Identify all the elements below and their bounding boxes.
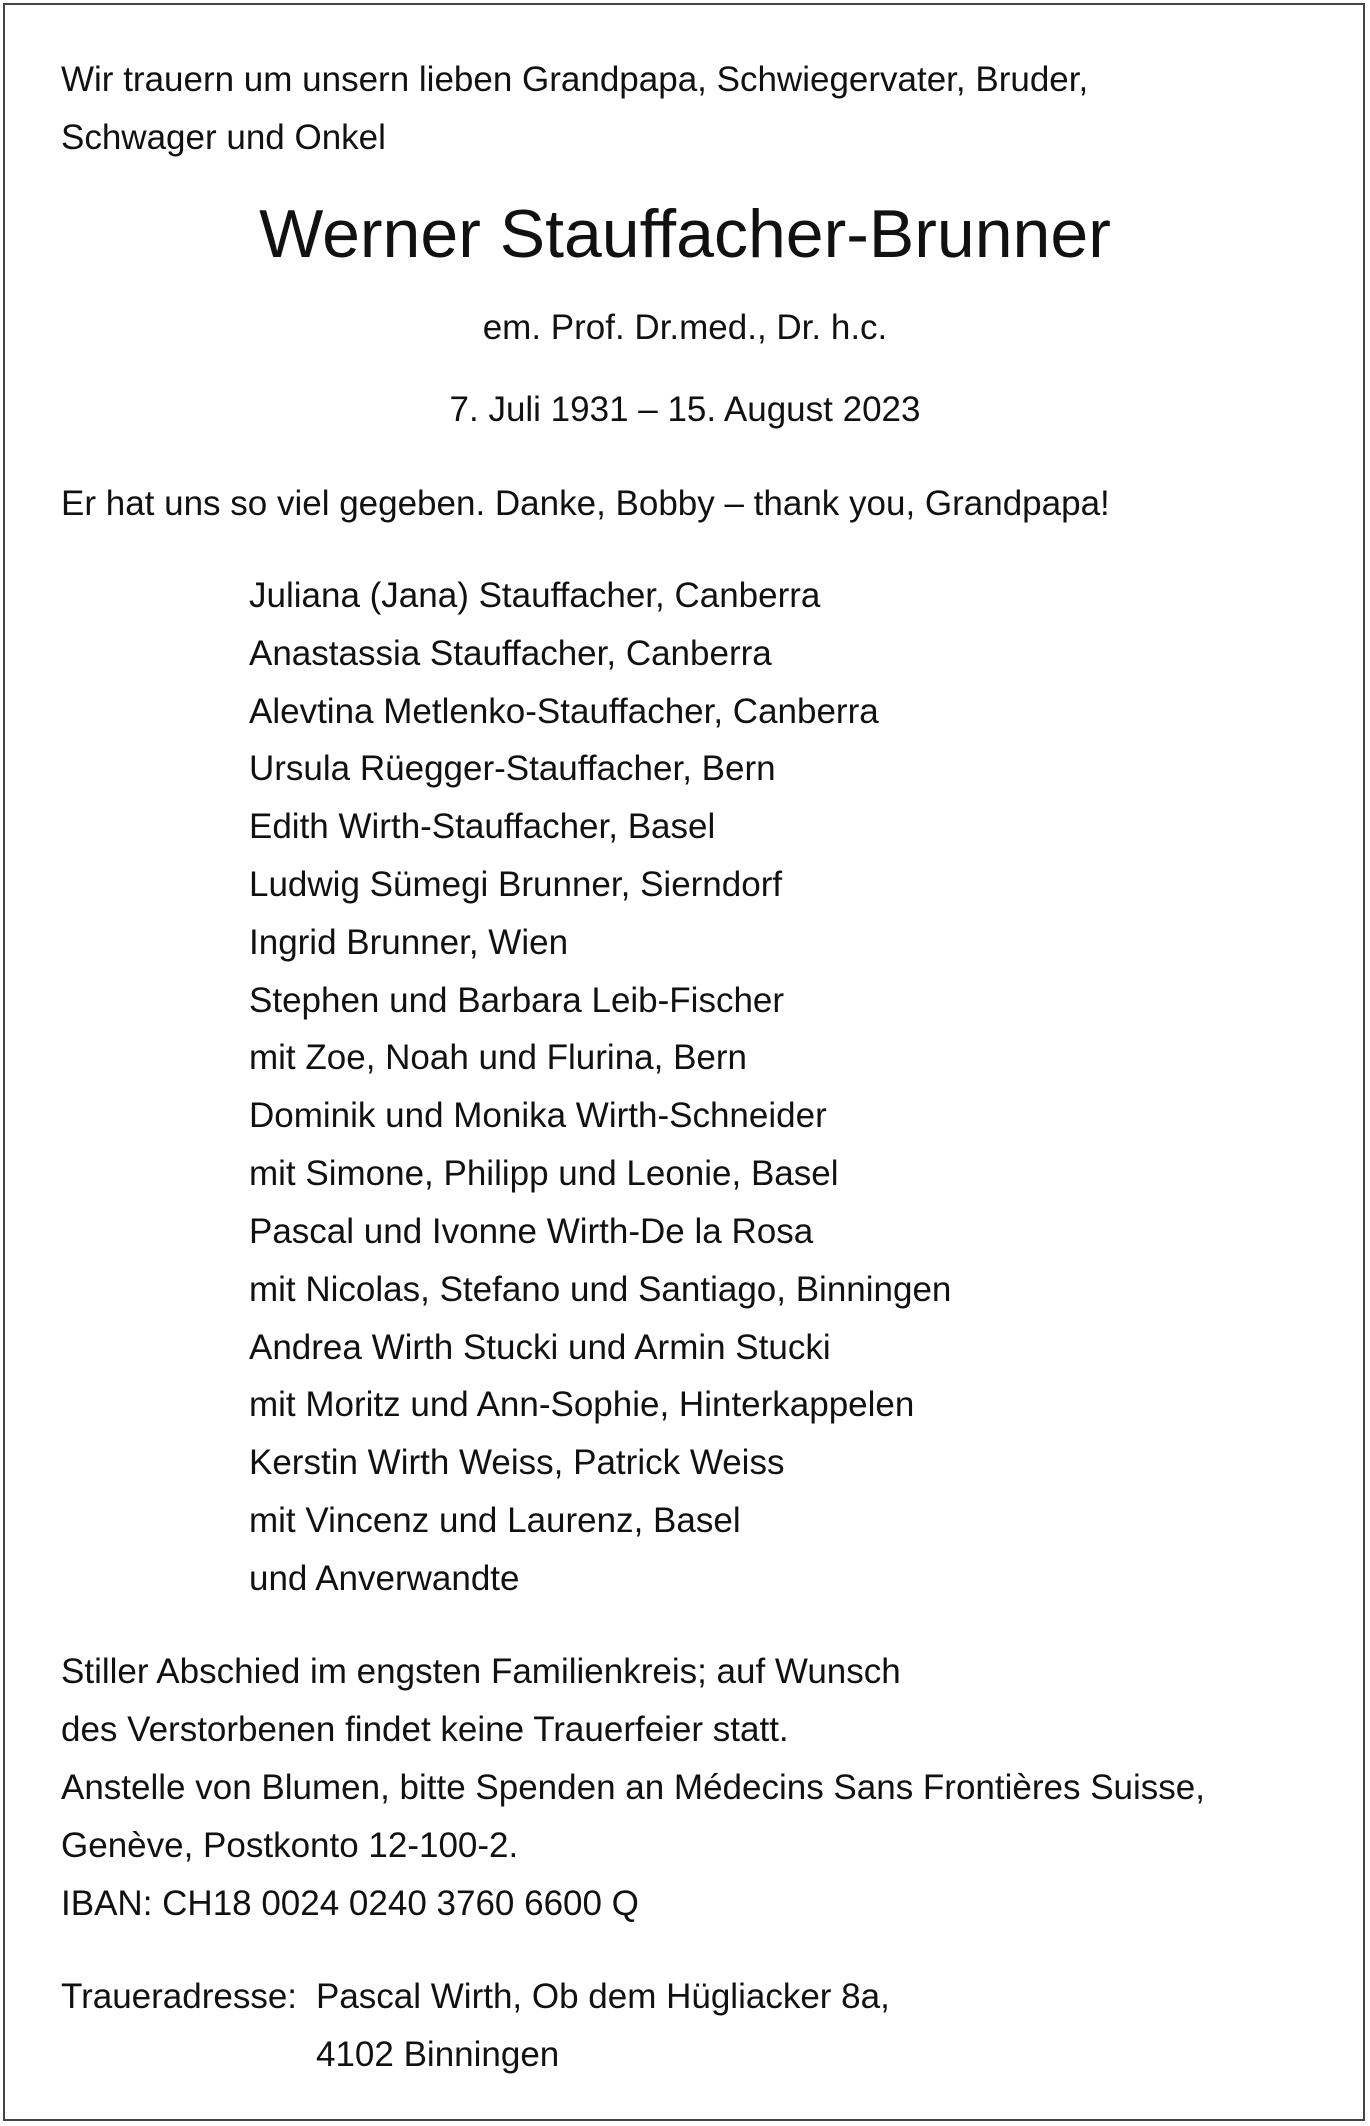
deceased-name: Werner Stauffacher-Brunner: [259, 196, 1111, 272]
mourner-line: mit Zoe, Noah und Flurina, Bern: [249, 1038, 748, 1077]
mourner-line: Juliana (Jana) Stauffacher, Canberra: [249, 576, 821, 615]
mourner-line: Anastassia Stauffacher, Canberra: [249, 634, 772, 673]
notice-line: Genève, Postkonto 12-100-2.: [61, 1826, 519, 1865]
notice-line: des Verstorbenen findet keine Trauerfeier statt.: [61, 1710, 789, 1749]
intro-line-1: Wir trauern um unsern lieben Grandpapa, Schwiegervater, Bruder,: [61, 60, 1089, 99]
mourner-line: Stephen und Barbara Leib-Fischer: [249, 981, 785, 1020]
life-dates: 7. Juli 1931 – 15. August 2023: [449, 390, 921, 429]
mourner-line: Andrea Wirth Stucki und Armin Stucki: [249, 1328, 831, 1367]
mourner-line: Kerstin Wirth Weiss, Patrick Weiss: [249, 1443, 785, 1482]
address-label: Traueradresse:: [61, 1977, 298, 2016]
address-line: Pascal Wirth, Ob dem Hügliacker 8a,: [316, 1977, 890, 2016]
notice-line: Stiller Abschied im engsten Familienkreis; auf Wunsch: [61, 1652, 901, 1691]
mourner-line: mit Simone, Philipp und Leonie, Basel: [249, 1154, 839, 1193]
mourner-line: Pascal und Ivonne Wirth-De la Rosa: [249, 1212, 814, 1251]
mourner-line: Ursula Rüegger-Stauffacher, Bern: [249, 749, 776, 788]
mourner-line: Ingrid Brunner, Wien: [249, 923, 569, 962]
mourner-line: Dominik und Monika Wirth-Schneider: [249, 1096, 827, 1135]
notice-line: Anstelle von Blumen, bitte Spenden an Médecins Sans Frontières Suisse,: [61, 1768, 1205, 1807]
mourner-line: Edith Wirth-Stauffacher, Basel: [249, 807, 716, 846]
address-line: 4102 Binningen: [316, 2035, 560, 2074]
mourner-line: und Anverwandte: [249, 1559, 520, 1598]
deceased-degrees: em. Prof. Dr.med., Dr. h.c.: [482, 308, 888, 347]
mourner-line: Alevtina Metlenko-Stauffacher, Canberra: [249, 692, 879, 731]
dedication: Er hat uns so viel gegeben. Danke, Bobby – thank you, Grandpapa!: [61, 484, 1110, 523]
mourner-line: mit Vincenz und Laurenz, Basel: [249, 1501, 741, 1540]
mourner-line: mit Nicolas, Stefano und Santiago, Binningen: [249, 1270, 952, 1309]
iban-line: IBAN: CH18 0024 0240 3760 6600 Q: [61, 1884, 639, 1923]
mourner-line: mit Moritz und Ann-Sophie, Hinterkappelen: [249, 1385, 915, 1424]
intro-line-2: Schwager und Onkel: [61, 118, 386, 157]
mourner-line: Ludwig Sümegi Brunner, Sierndorf: [249, 865, 783, 904]
